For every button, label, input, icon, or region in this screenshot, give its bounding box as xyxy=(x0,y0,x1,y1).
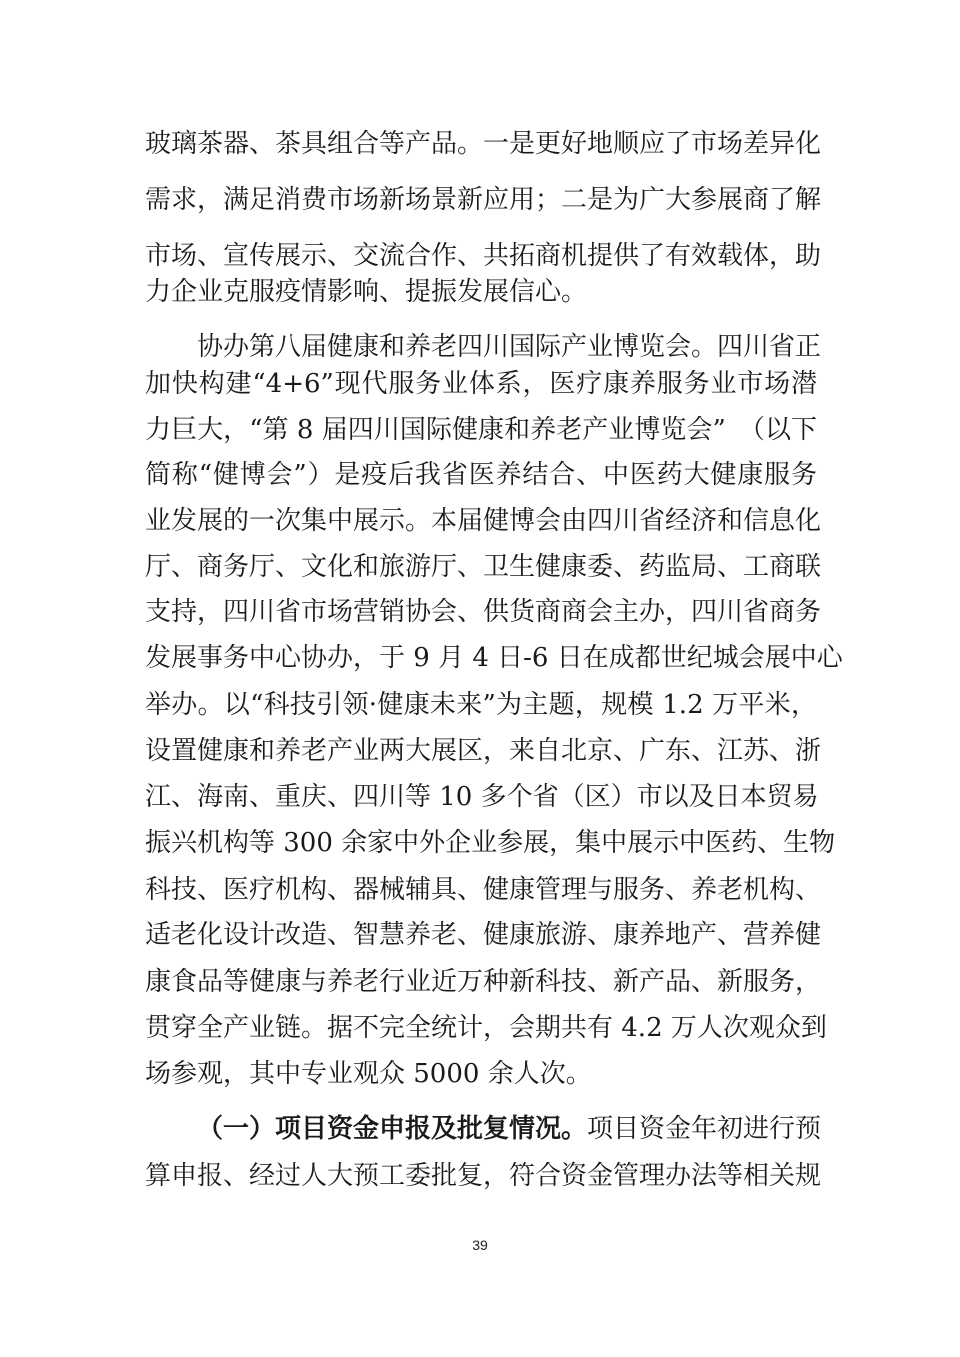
text-line: 加快构建“4+6”现代服务业体系，医疗康养服务业市场潜 xyxy=(145,369,817,399)
text-line: 举办。以“科技引领·健康未来”为主题，规模 1.2 万平米， xyxy=(145,690,817,720)
section-heading-line xyxy=(145,1105,822,1153)
text-line: 适老化设计改造、智慧养老、健康旅游、康养地产、营养健 xyxy=(145,920,822,950)
text-line: 协办第八届健康和养老四川国际产业博览会。四川省正 xyxy=(145,332,822,362)
text-line: 力企业克服疫情影响、提振发展信心。 xyxy=(145,277,588,307)
text-line: 玻璃茶器、茶具组合等产品。一是更好地顺应了市场差异化 xyxy=(145,129,822,159)
text-line: 市场、宣传展示、交流合作、共拓商机提供了有效载体，助 xyxy=(145,241,822,271)
page-number: 39 xyxy=(472,1237,488,1253)
text-line: 需求，满足消费市场新场景新应用；二是为广大参展商了解 xyxy=(145,185,822,215)
text-line: 简称“健博会”）是疫后我省医养结合、中医药大健康服务 xyxy=(145,460,817,490)
text-line: 发展事务中心协办，于 9 月 4 日-6 日在成都世纪城会展中心 xyxy=(145,643,843,673)
text-line: 业发展的一次集中展示。本届健博会由四川省经济和信息化 xyxy=(145,506,822,536)
text-line: 科技、医疗机构、器械辅具、健康管理与服务、养老机构、 xyxy=(145,875,822,905)
text-span: 项目资金年初进行预 xyxy=(587,1114,822,1144)
text-line: 振兴机构等 300 余家中外企业参展，集中展示中医药、生物 xyxy=(145,828,836,858)
text-line: 康食品等健康与养老行业近万种新科技、新产品、新服务， xyxy=(145,967,822,997)
text-line: 江、海南、重庆、四川等 10 多个省（区）市以及日本贸易 xyxy=(145,782,819,812)
text-line: 力巨大，“第 8 届四川国际健康和养老产业博览会” （以下 xyxy=(145,415,817,445)
text-line: 设置健康和养老产业两大展区，来自北京、广东、江苏、浙 xyxy=(145,736,822,766)
text-line: 支持，四川省市场营销协会、供货商商会主办，四川省商务 xyxy=(145,597,822,627)
text-line: 贯穿全产业链。据不完全统计，会期共有 4.2 万人次观众到 xyxy=(145,1013,827,1043)
section-heading: （一）项目资金申报及批复情况。 xyxy=(197,1114,588,1144)
text-line: 场参观，其中专业观众 5000 余人次。 xyxy=(145,1059,592,1089)
text-line: 厅、商务厅、文化和旅游厅、卫生健康委、药监局、工商联 xyxy=(145,552,822,582)
text-line: 算申报、经过人大预工委批复，符合资金管理办法等相关规 xyxy=(145,1161,822,1191)
